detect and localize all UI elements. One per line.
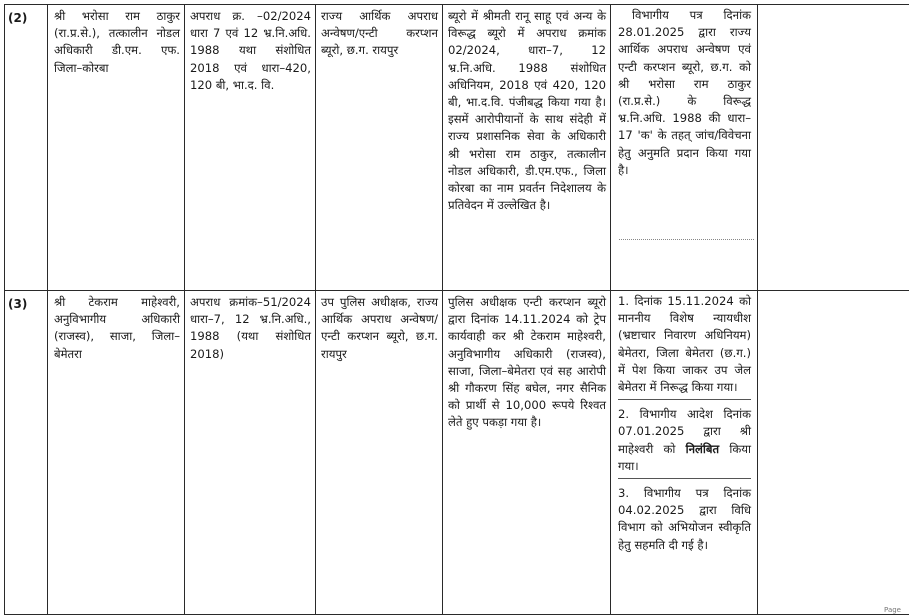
investigating-agency: उप पुलिस अधीक्षक, राज्य आर्थिक अपराध अन्वेषण/एन्टी करप्शन ब्यूरो, छ.ग. रायपुर [316, 291, 443, 615]
serial-number: (2) [5, 5, 48, 291]
investigating-agency: राज्य आर्थिक अपराध अन्वेषण/एन्टी करप्शन ब्यूरो, छ.ग. रायपुर [316, 5, 443, 291]
serial-number: (3) [5, 291, 48, 615]
officer-name: श्री टेकराम माहेश्वरी, अनुविभागीय अधिकारी (राजस्व), साजा, जिला–बेमेतरा [48, 291, 185, 615]
case-details: ब्यूरो में श्रीमती रानू साहू एवं अन्य के विरूद्ध ब्यूरो में अपराध क्रमांक 02/2024, धारा–7, 12 भ्र.नि.अधि. 1988 संशोधित अधिनियम, 2018 एवं 420, 120 बी, भा.द.वि. पंजीबद्ध किया गया है। इसमें आरोपीयानों के साथ संदेही में राज्य प्रशासनिक सेवा के अधिकारी श्री भरोसा राम ठाकुर, तत्कालीन नोडल अधिकारी, डी.एम.एफ., जिला कोरबा का नाम प्रवर्तन निदेशालय के प्रतिवेदन में उल्लेखित है। [443, 5, 611, 291]
action-taken [611, 291, 758, 615]
case-status-table [4, 4, 909, 615]
action-text: विभागीय पत्र दिनांक 28.01.2025 द्वारा राज्य आर्थिक अपराध अन्वेषण एवं एन्टी करप्शन ब्यूरो, छ.ग. को श्री भरोसा राम ठाकुर (रा.प्र.से.) के विरूद्ध भ्र.नि.अधि. 1988 की धारा–17 'क' के तहत् जांच/विवेचना हेतु अनुमति प्रदान किया गया है। [618, 8, 751, 177]
case-details: पुलिस अधीक्षक एन्टी करप्शन ब्यूरो द्वारा दिनांक 14.11.2024 को ट्रेप कार्यवाही कर श्री टेकराम माहेश्वरी, अनुविभागीय अधिकारी (राजस्व), साजा, जिला–बेमेतरा एवं सह आरोपी श्री गौकरण सिंह बघेल, नगर सैनिक को प्रार्थी से 10,000 रूपये रिश्वत लेते हुए पकड़ा गया है। [443, 291, 611, 615]
action-item [618, 406, 751, 479]
page-footer: Page [884, 606, 901, 614]
remarks-cell [758, 5, 909, 291]
case-reference: अपराध क्र. –02/2024 धारा 7 एवं 12 भ्र.नि.अधि. 1988 यथा संशोधित 2018 एवं धारा–420, 120 बी, भा.द. वि. [185, 5, 316, 291]
suspended-word: निलंबित [685, 441, 720, 456]
cell-divider [619, 239, 754, 240]
table-row [5, 291, 909, 615]
action-item: 3. विभागीय पत्र दिनांक 04.02.2025 द्वारा विधि विभाग को अभियोजन स्वीकृति हेतु सहमति दी गई है। [618, 486, 751, 552]
action-item-text: 2. विभागीय आदेश दिनांक 07.01.2025 द्वारा श्री माहेश्वरी को [618, 407, 751, 456]
action-taken [611, 5, 758, 291]
officer-name: श्री भरोसा राम ठाकुर (रा.प्र.से.), तत्कालीन नोडल अधिकारी डी.एम. एफ. जिला–कोरबा [48, 5, 185, 291]
remarks-cell [758, 291, 909, 615]
case-reference: अपराध क्रमांक–51/2024 धारा–7, 12 भ्र.नि.अधि., 1988 (यथा संशोधित 2018) [185, 291, 316, 615]
table-row [5, 5, 909, 291]
action-item: 1. दिनांक 15.11.2024 को माननीय विशेष न्यायधीश (भ्रष्टाचार निवारण अधिनियम) बेमेतरा, जिला बेमेतरा (छ.ग.) में पेश किया जाकर उप जेल बेमेतरा में निरूद्ध किया गया। [618, 293, 751, 400]
action-item-tail: किया गया। [618, 441, 751, 473]
